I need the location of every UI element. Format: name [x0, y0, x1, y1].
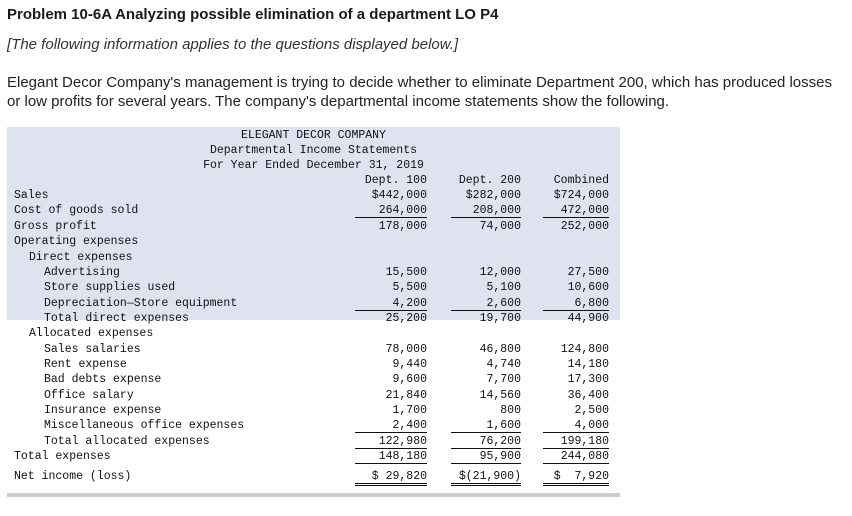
cell-combined: 44,900: [567, 312, 609, 325]
cell-dept-100: 148,180: [355, 450, 427, 464]
cell-dept-200: 76,200: [451, 435, 521, 449]
income-statement-table: [7, 127, 620, 495]
problem-title: Problem 10-6A Analyzing possible elimination of a department LO P4: [7, 6, 499, 23]
column-header-row: [7, 174, 620, 189]
cell-dept-100: 78,000: [385, 343, 427, 356]
table-row: [7, 251, 620, 266]
row-label: Insurance expense: [44, 404, 162, 417]
row-label: Sales salaries: [44, 343, 141, 356]
cell-dept-200: $(21,900): [451, 470, 521, 486]
statement-period: For Year Ended December 31, 2019: [203, 159, 424, 172]
table-row: [7, 312, 620, 327]
column-header-dept-200: Dept. 200: [458, 174, 521, 187]
cell-dept-200: 4,740: [486, 358, 521, 371]
company-name: ELEGANT DECOR COMPANY: [241, 129, 386, 142]
table-row: [7, 435, 620, 450]
table-row: [7, 297, 620, 312]
cell-dept-100: $ 29,820: [355, 470, 427, 486]
row-label: Bad debts expense: [44, 373, 162, 386]
cell-combined: 10,600: [567, 281, 609, 294]
cell-combined: 472,000: [543, 204, 609, 218]
cell-combined: 199,180: [543, 435, 609, 449]
table-row: [7, 373, 620, 388]
table-row: [7, 419, 620, 434]
cell-dept-100: 4,200: [355, 297, 427, 311]
cell-dept-100: 9,600: [392, 373, 427, 386]
row-label: Total expenses: [14, 450, 111, 463]
cell-combined: 4,000: [543, 419, 609, 433]
cell-dept-100: 264,000: [355, 204, 427, 218]
cell-combined: 252,000: [560, 220, 609, 233]
cell-dept-200: $282,000: [465, 189, 521, 202]
cell-dept-200: 74,000: [479, 220, 521, 233]
row-label: Total direct expenses: [44, 312, 189, 325]
problem-note: [The following information applies to the questions displayed below.]: [7, 36, 459, 53]
table-row: [7, 389, 620, 404]
cell-combined: 6,800: [543, 297, 609, 311]
column-header-dept-100: Dept. 100: [364, 174, 427, 187]
cell-dept-200: 19,700: [479, 312, 521, 325]
cell-combined: 2,500: [574, 404, 609, 417]
row-label: Office salary: [44, 389, 134, 402]
cell-combined: $ 7,920: [543, 470, 609, 486]
cell-dept-200: 1,600: [451, 419, 521, 433]
row-label: Operating expenses: [14, 235, 139, 248]
cell-combined: 14,180: [567, 358, 609, 371]
row-label: Allocated expenses: [29, 327, 154, 340]
cell-dept-100: 5,500: [392, 281, 427, 294]
row-label: Advertising: [44, 266, 120, 279]
table-bottom-border: [7, 493, 620, 497]
cell-dept-200: 800: [500, 404, 521, 417]
cell-dept-100: 178,000: [378, 220, 427, 233]
cell-dept-200: 95,900: [451, 450, 521, 464]
table-row: [7, 358, 620, 373]
row-label: Gross profit: [14, 220, 97, 233]
cell-dept-200: 12,000: [479, 266, 521, 279]
cell-dept-200: 208,000: [451, 204, 521, 218]
cell-combined: 244,080: [543, 450, 609, 464]
cell-dept-200: 5,100: [486, 281, 521, 294]
cell-dept-200: 7,700: [486, 373, 521, 386]
row-label: Direct expenses: [29, 251, 133, 264]
cell-dept-100: 15,500: [385, 266, 427, 279]
cell-dept-100: 1,700: [392, 404, 427, 417]
cell-dept-100: 9,440: [392, 358, 427, 371]
table-row: [7, 343, 620, 358]
cell-combined: 124,800: [560, 343, 609, 356]
table-row: [7, 450, 620, 465]
cell-dept-100: 122,980: [355, 435, 427, 449]
row-label: Net income (loss): [14, 470, 132, 483]
table-row: [7, 281, 620, 296]
row-label: Sales: [14, 189, 49, 202]
row-label: Rent expense: [44, 358, 127, 371]
problem-description: Elegant Decor Company's management is trying to decide whether to eliminate Department 200, which has produced losses or low profits for several years. The company's departmental income statements show the following.: [7, 74, 832, 110]
table-row: [7, 220, 620, 235]
row-label: Depreciation—Store equipment: [44, 297, 238, 310]
table-row: [7, 189, 620, 204]
cell-dept-100: 21,840: [385, 389, 427, 402]
cell-combined: 27,500: [567, 266, 609, 279]
cell-dept-100: 2,400: [355, 419, 427, 433]
row-label: Store supplies used: [44, 281, 176, 294]
row-label: Total allocated expenses: [44, 435, 210, 448]
cell-combined: 36,400: [567, 389, 609, 402]
table-row: [7, 470, 620, 485]
statement-name: Departmental Income Statements: [209, 144, 418, 157]
cell-dept-100: 25,200: [385, 312, 427, 325]
table-row: [7, 404, 620, 419]
cell-combined: 17,300: [567, 373, 609, 386]
cell-dept-200: 46,800: [479, 343, 521, 356]
row-label: Miscellaneous office expenses: [44, 419, 245, 432]
table-row: [7, 204, 620, 219]
table-row: [7, 327, 620, 342]
table-row: [7, 235, 620, 250]
cell-dept-200: 2,600: [451, 297, 521, 311]
cell-dept-200: 14,560: [479, 389, 521, 402]
row-label: Cost of goods sold: [14, 204, 139, 217]
table-row: [7, 266, 620, 281]
column-header-combined: Combined: [553, 174, 609, 187]
cell-combined: $724,000: [553, 189, 609, 202]
cell-dept-100: $442,000: [371, 189, 427, 202]
